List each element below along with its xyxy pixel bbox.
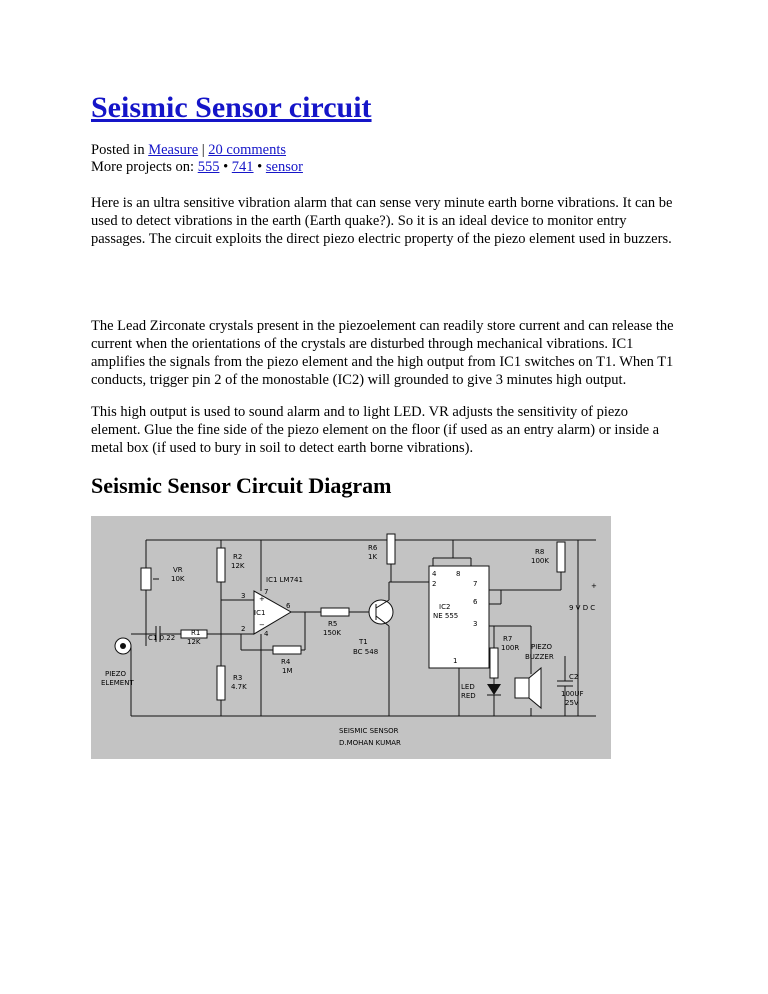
piezo-label-1: PIEZO	[105, 670, 127, 678]
more-projects-line	[91, 159, 303, 176]
t1-label: T1	[359, 638, 368, 646]
r5-label: R5	[328, 620, 338, 628]
buzzer-body	[515, 678, 529, 698]
r1-label: R1	[191, 629, 201, 637]
r2-label: R2	[233, 553, 243, 561]
ic1-label: IC1 LM741	[266, 576, 303, 584]
ic1-minus: −	[259, 621, 265, 629]
buzzer-label-1: PIEZO	[531, 643, 553, 651]
r3-value: 4.7K	[231, 683, 247, 691]
r8-resistor	[557, 542, 565, 572]
led-label-1: LED	[461, 683, 475, 691]
ic1-plus: +	[259, 595, 265, 603]
tag-bullet: •	[223, 159, 229, 175]
intro-paragraph: Here is an ultra sensitive vibration alarm that can sense very minute earth borne vibrations. It can be used to detect vibrations in the earth (Earth quake?). So it is an ideal device to monitor entry passages. The circuit exploits the direct piezo electric property of the piezo element used in buzzers.	[91, 195, 673, 247]
vr-value: 10K	[171, 575, 185, 583]
c2-value-2: 25V	[565, 699, 579, 707]
page-title[interactable]: Seismic Sensor circuit	[91, 91, 372, 124]
r2-resistor	[217, 548, 225, 582]
more-projects-label: More projects on:	[91, 159, 195, 175]
explanation-paragraph: The Lead Zirconate crystals present in the piezoelement can readily store current and can release the current when the orientations of the crystals are disturbed through mechanical vibrations. IC1 amplifies the signals from the piezo element and the high output from IC1 switches on T1. When T1 conducts, trigger pin 2 of the monostable (IC2) will grounded to give 3 minutes high output.	[91, 318, 674, 388]
r8-label: R8	[535, 548, 545, 556]
r5-value: 150K	[323, 629, 341, 637]
ic2-label: IC2	[439, 603, 451, 611]
diagram-heading: Seismic Sensor Circuit Diagram	[91, 473, 392, 498]
r3-label: R3	[233, 674, 243, 682]
tag-link-741[interactable]: 741	[231, 159, 254, 175]
r7-label: R7	[503, 635, 513, 643]
supply-plus: +	[591, 582, 597, 590]
comments-link[interactable]: 20 comments	[208, 142, 287, 158]
r7-value: 100R	[501, 644, 520, 652]
r2-value: 12K	[231, 562, 245, 570]
c2-value-1: 100UF	[561, 690, 584, 698]
r8-value: 100K	[531, 557, 549, 565]
r6-label: R6	[368, 544, 378, 552]
post-meta	[91, 142, 303, 176]
tag-link-sensor[interactable]: sensor	[265, 159, 303, 175]
ic2-pin7: 7	[473, 580, 478, 588]
ic2-pin2: 2	[432, 580, 437, 588]
ic1-pin4: 4	[264, 630, 269, 638]
r6-resistor	[387, 534, 395, 564]
r4-value: 1M	[282, 667, 293, 675]
credit-title: SEISMIC SENSOR	[339, 727, 399, 735]
vr-resistor	[141, 568, 151, 590]
r6-value: 1K	[368, 553, 378, 561]
ic2-pin1: 1	[453, 657, 458, 665]
posted-in-label: Posted in	[91, 142, 145, 158]
circuit-diagram	[91, 516, 611, 759]
ic2-value: NE 555	[433, 612, 459, 620]
meta-separator: |	[201, 142, 205, 158]
t1-value: BC 548	[353, 648, 379, 656]
r7-resistor	[490, 648, 498, 678]
ic1-name: IC1	[254, 609, 266, 617]
ic2-pin4: 4	[432, 570, 437, 578]
r4-label: R4	[281, 658, 291, 666]
ic2-pin6: 6	[473, 598, 478, 606]
ic1-pin3: 3	[241, 592, 246, 600]
tag-bullet: •	[257, 159, 263, 175]
r5-resistor	[321, 608, 349, 616]
ic2-pin3: 3	[473, 620, 478, 628]
ic1-pin6: 6	[286, 602, 291, 610]
r3-resistor	[217, 666, 225, 700]
buzzer-label-2: BUZZER	[525, 653, 554, 661]
r4-resistor	[273, 646, 301, 654]
c1-label: C1 0.22	[148, 634, 176, 642]
ic1-pin2: 2	[241, 625, 246, 633]
c2-label: C2	[569, 673, 579, 681]
supply-label: 9 V D C	[569, 604, 596, 612]
usage-paragraph: This high output is used to sound alarm and to light LED. VR adjusts the sensitivity of piezo element. Glue the fine side of the piezo element on the floor (if used as an entry alarm) or inside a metal box (if used to bury in soil to detect earth borne vibrations).	[91, 404, 660, 456]
piezo-center	[120, 643, 126, 649]
r1-value: 12K	[187, 638, 201, 646]
ic1-pin7: 7	[264, 588, 269, 596]
ic2-pin8: 8	[456, 570, 461, 578]
posted-in-line	[91, 142, 303, 159]
vr-label: VR	[173, 566, 183, 574]
credit-author: D.MOHAN KUMAR	[339, 739, 401, 747]
piezo-label-2: ELEMENT	[101, 679, 134, 687]
category-link[interactable]: Measure	[148, 142, 199, 158]
tag-link-555[interactable]: 555	[197, 159, 220, 175]
led-label-2: RED	[461, 692, 476, 700]
